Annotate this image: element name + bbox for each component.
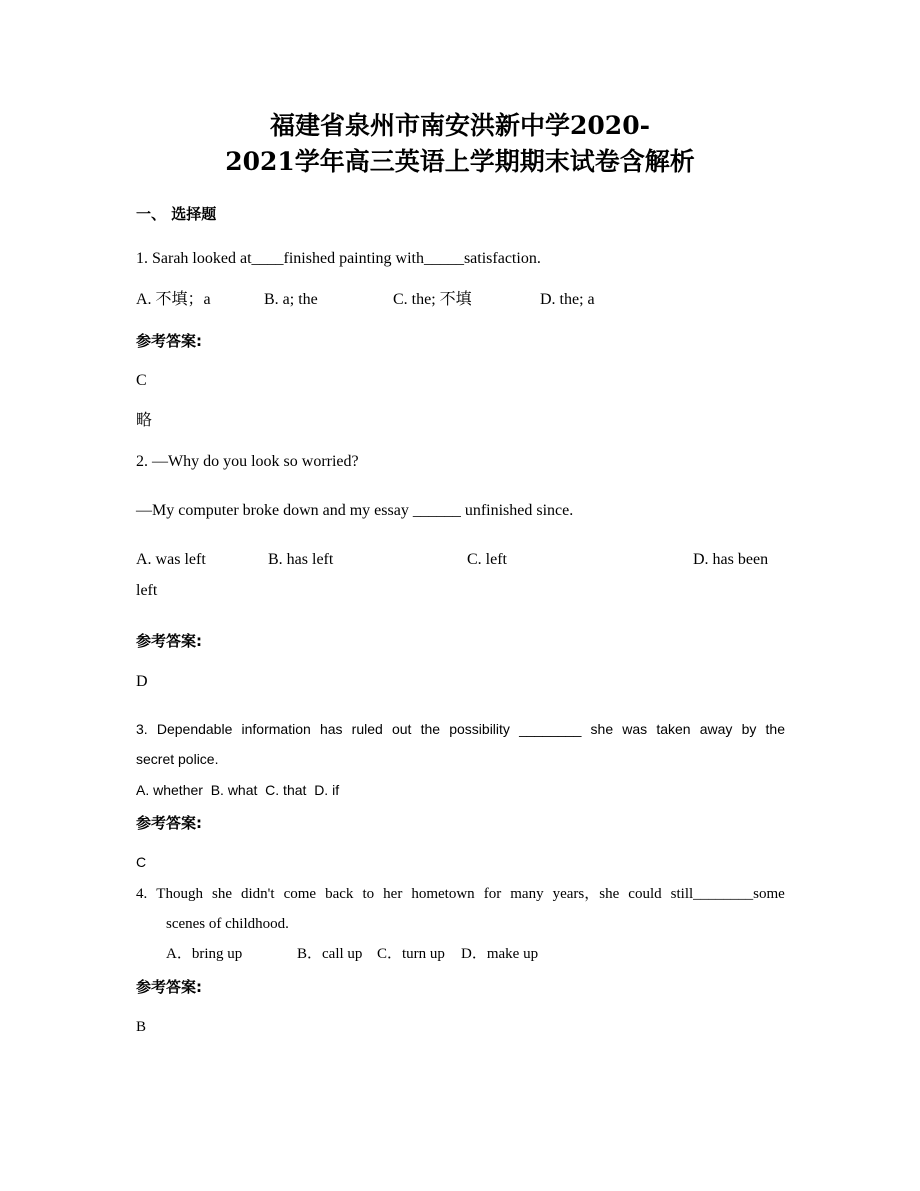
question-3-answer-label: 参考答案: <box>136 814 202 832</box>
question-4-word: still________some <box>670 886 785 902</box>
question-1-option-c: C. the; 不填 <box>393 291 472 308</box>
question-3-word: taken <box>656 721 691 737</box>
question-1-stem: 1. Sarah looked at____finished painting with_____satisfaction. <box>136 250 541 267</box>
question-4-answer-label: 参考答案: <box>136 978 202 996</box>
question-4-word: for <box>483 886 502 902</box>
question-3-options: A. whether B. what C. that D. if <box>136 782 340 798</box>
question-2-answer: D <box>136 673 148 690</box>
question-4-word: to <box>362 886 375 902</box>
question-3-word: was <box>622 721 648 737</box>
question-4-word: could <box>628 886 662 902</box>
question-3-blank: ________ <box>519 721 582 737</box>
question-3-stem-line-2: secret police. <box>136 751 219 767</box>
question-3-word: she <box>590 721 614 737</box>
question-4-option-c: C．turn up <box>377 946 445 962</box>
question-3-word: Dependable <box>156 721 233 737</box>
question-3-word: out <box>391 721 412 737</box>
question-3-word: information <box>241 721 311 737</box>
question-2-option-d: D. has been <box>693 551 769 568</box>
question-1-option-b: B. a; the <box>264 291 318 308</box>
question-4-stem-line-2: scenes of childhood. <box>166 916 289 932</box>
question-2-option-c: C. left <box>467 551 507 568</box>
question-3-word: has <box>319 721 343 737</box>
question-4-word: years，she <box>552 886 620 902</box>
question-4-option-b: B．call up <box>297 946 363 962</box>
question-4-answer: B <box>136 1019 147 1035</box>
question-3-word: possibility <box>449 721 510 737</box>
question-4-word: 4. <box>136 886 148 902</box>
question-4-option-a: A．bring up <box>166 946 243 962</box>
question-1-answer-label: 参考答案: <box>136 332 202 350</box>
question-3-word: ruled <box>351 721 383 737</box>
question-4-word: back <box>325 886 354 902</box>
question-3-word: away <box>699 721 733 737</box>
question-4-word: many <box>510 886 544 902</box>
question-4-word: didn't <box>241 886 275 902</box>
question-3-word: by <box>741 721 757 737</box>
question-2-option-b: B. has left <box>268 551 334 568</box>
question-2-option-d-wrap: left <box>136 582 158 599</box>
document-title-line-2: 2021学年高三英语上学期期末试卷含解析 <box>225 147 695 176</box>
question-1-option-d: D. the; a <box>540 291 595 308</box>
question-3-word: the <box>420 721 441 737</box>
question-4-word: her <box>383 886 403 902</box>
question-4-word: hometown <box>411 886 475 902</box>
question-3-word: 3. <box>136 721 148 737</box>
question-3-answer: C <box>136 854 147 870</box>
section-heading: 一、 选择题 <box>136 205 217 223</box>
question-2-stem-line-1: 2. —Why do you look so worried? <box>136 453 359 470</box>
question-1-option-a: A. 不填；a <box>136 291 211 308</box>
question-3-stem-line-1 <box>136 719 785 739</box>
question-4-word: she <box>211 886 232 902</box>
question-2-answer-label: 参考答案: <box>136 632 202 650</box>
question-2-stem-line-2: —My computer broke down and my essay ______ unfinished since. <box>136 502 574 519</box>
question-3-word: the <box>765 721 785 737</box>
document-title-line-1: 福建省泉州市南安洪新中学2020- <box>270 111 650 140</box>
question-1-answer: C <box>136 372 147 389</box>
question-2-option-a: A. was left <box>136 551 206 568</box>
question-4-stem-line-1 <box>136 883 785 905</box>
question-1-explanation: 略 <box>136 412 153 429</box>
question-4-word: come <box>283 886 317 902</box>
question-4-word: Though <box>156 886 203 902</box>
question-4-option-d: D．make up <box>461 946 539 962</box>
